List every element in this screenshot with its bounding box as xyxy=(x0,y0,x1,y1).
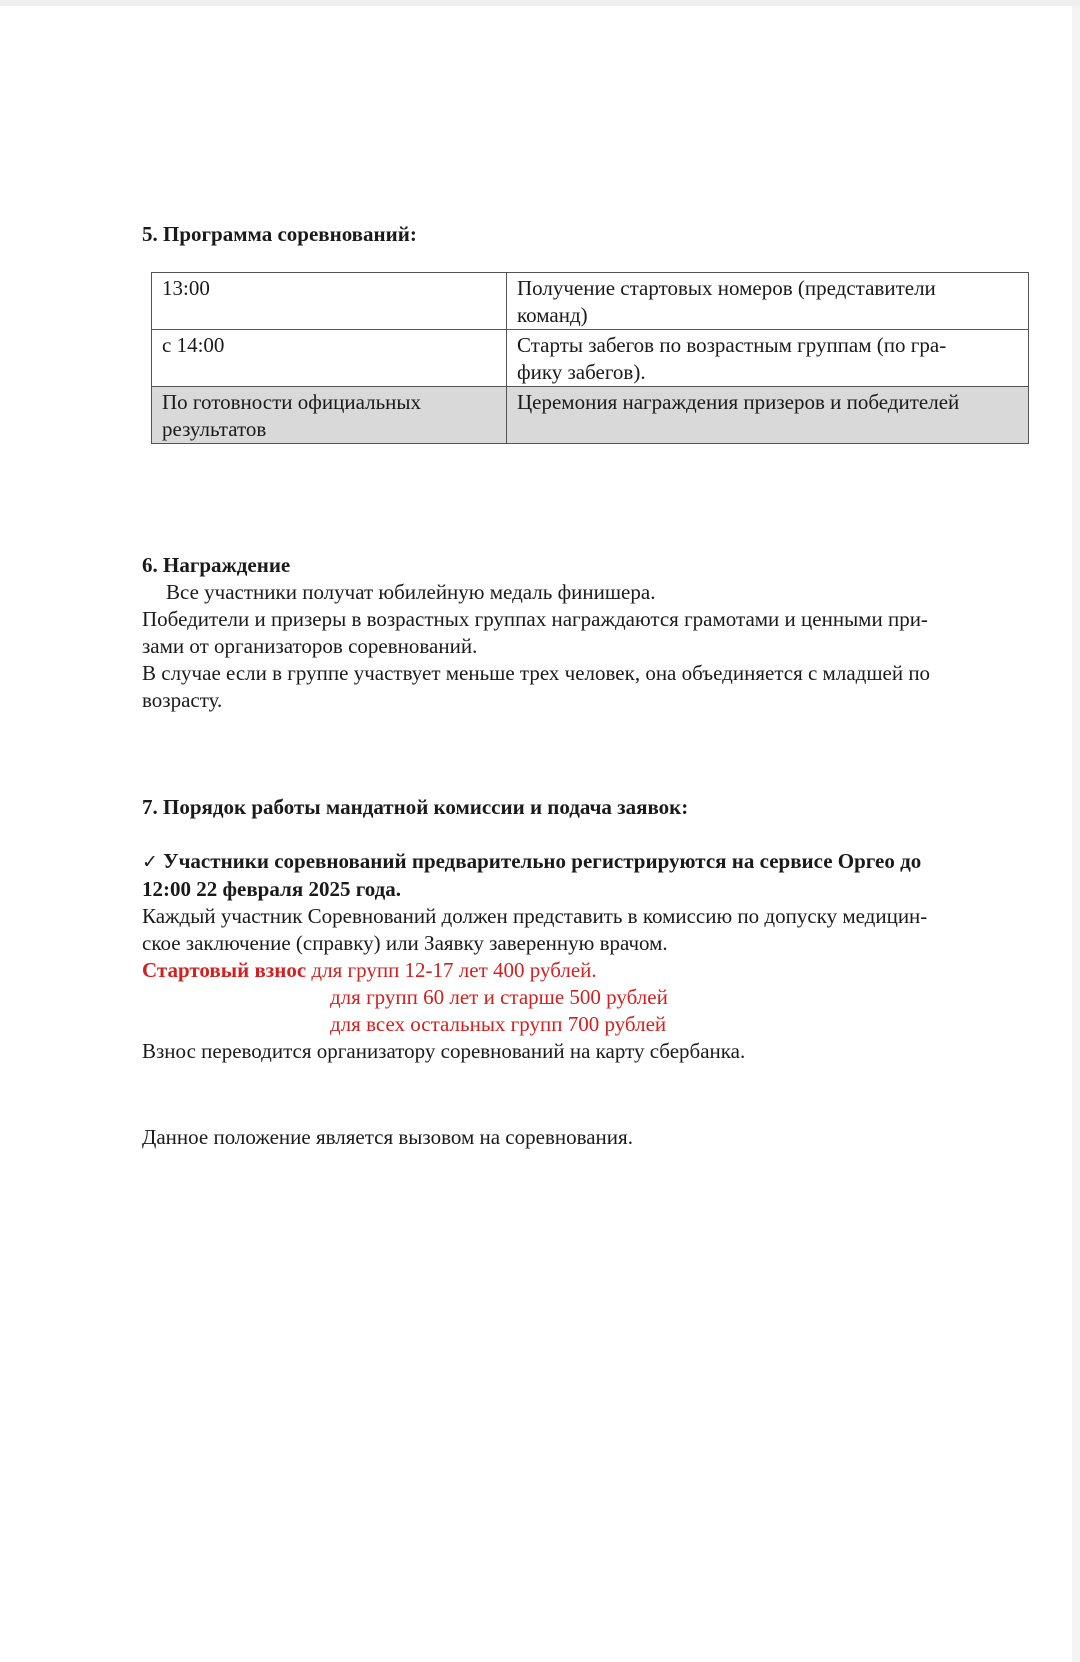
paragraph-line: возрасту. xyxy=(142,688,223,712)
paragraph-line: ское заключение (справку) или Заявку заверенную врачом. xyxy=(142,931,668,955)
checkmark-icon: ✓ xyxy=(142,851,158,873)
medical-paragraph xyxy=(142,903,1032,957)
event-cell xyxy=(507,330,1029,387)
paragraph-line: Каждый участник Соревнований должен представить в комиссию по допуску медицин- xyxy=(142,904,928,928)
paragraph-line: Победители и призеры в возрастных группах награждаются грамотами и ценными при- xyxy=(142,607,928,631)
event-text: Церемония награждения призеров и победителей xyxy=(517,390,960,414)
event-cell xyxy=(507,387,1029,444)
time-text: По готовности официальных xyxy=(162,390,422,414)
fee-value: для всех остальных групп 700 рублей xyxy=(330,1012,667,1036)
fee-label: Стартовый взнос xyxy=(142,958,307,982)
spacer xyxy=(142,821,1032,848)
event-text: Получение стартовых номеров (представители xyxy=(517,276,936,300)
program-table xyxy=(151,272,1029,444)
paragraph xyxy=(142,660,1032,714)
section-7 xyxy=(142,794,1032,1065)
registration-line: Участники соревнований предварительно регистрируются на сервисе Оргео до xyxy=(163,849,922,873)
paragraph-line: В случае если в группе участвует меньше трех человек, она объединяется с младшей по xyxy=(142,661,931,685)
table-row xyxy=(152,330,1029,387)
event-text: фику забегов). xyxy=(517,360,646,384)
event-cell xyxy=(507,273,1029,330)
fee-line xyxy=(142,957,1032,984)
time-text: результатов xyxy=(162,417,267,441)
registration-notice xyxy=(142,848,1032,903)
section-6 xyxy=(142,552,1032,714)
transfer-note: Взнос переводится организатору соревнований на карту сбербанка. xyxy=(142,1039,746,1063)
fee-value: для групп 60 лет и старше 500 рублей xyxy=(330,985,668,1009)
fee-value: для групп 12-17 лет 400 рублей. xyxy=(306,958,597,982)
top-band xyxy=(0,0,1080,6)
table-row xyxy=(152,387,1029,444)
closing-statement: Данное положение является вызовом на соревнования. xyxy=(142,1125,633,1149)
time-cell: 13:00 xyxy=(152,273,507,330)
section-6-heading: 6. Награждение xyxy=(142,553,291,577)
section-5-heading: 5. Программа соревнований: xyxy=(142,222,417,246)
section-7-heading: 7. Порядок работы мандатной комиссии и подача заявок: xyxy=(142,795,689,819)
time-cell xyxy=(152,387,507,444)
registration-line: 12:00 22 февраля 2025 года. xyxy=(142,877,401,901)
event-text: Старты забегов по возрастным группам (по гра- xyxy=(517,333,947,357)
paragraph: Все участники получат юбилейную медаль финишера. xyxy=(166,580,656,604)
table-row xyxy=(152,273,1029,330)
paragraph xyxy=(142,606,1032,660)
paragraph-line: зами от организаторов соревнований. xyxy=(142,634,478,658)
page-edge xyxy=(1072,6,1080,1662)
time-cell: с 14:00 xyxy=(152,330,507,387)
event-text: команд) xyxy=(517,303,588,327)
